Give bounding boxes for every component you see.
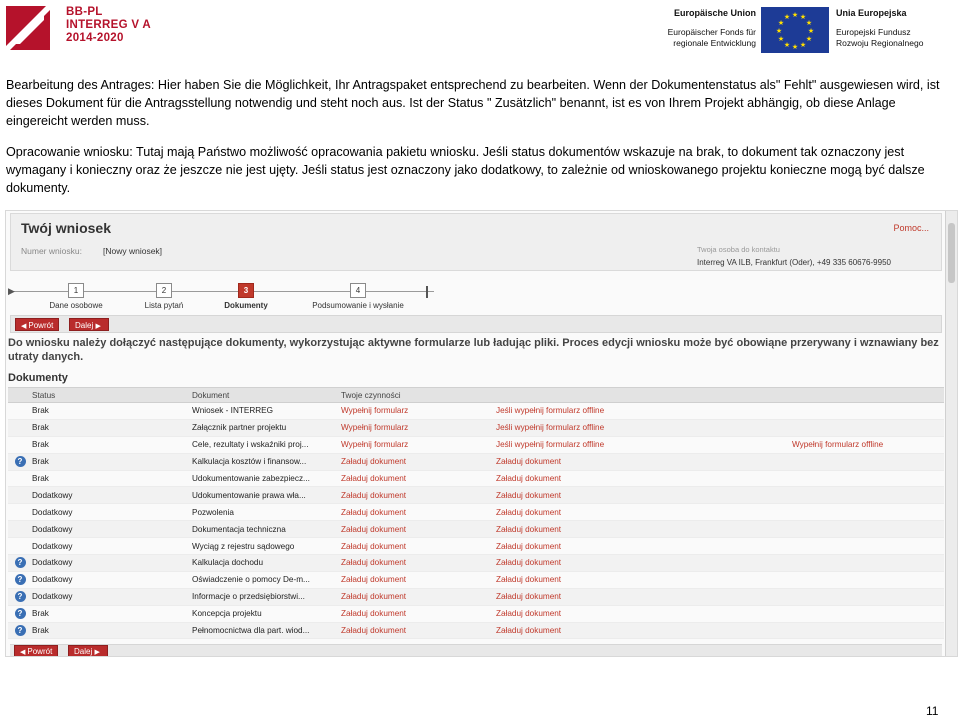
action-cell-2-text[interactable]: Załaduj dokument: [496, 575, 562, 585]
help-question-icon[interactable]: ?: [15, 557, 26, 568]
svg-text:★: ★: [799, 41, 807, 49]
help-question-icon[interactable]: ?: [15, 591, 26, 602]
help-question-icon[interactable]: ?: [15, 608, 26, 619]
action-cell-3: [792, 571, 944, 588]
wizard-step-3[interactable]: [216, 283, 276, 310]
program-name: [66, 6, 151, 45]
action-cell-2: [496, 470, 792, 487]
action-cell-2-text[interactable]: Jeśli wypełnij formularz offline: [496, 423, 605, 433]
action-cell-2-text[interactable]: Załaduj dokument: [496, 541, 562, 551]
document-cell: [192, 403, 341, 420]
back-button[interactable]: [15, 318, 59, 331]
action-cell-3: [792, 605, 944, 622]
action-cell: [341, 588, 496, 605]
action-cell-text[interactable]: Wypełnij formularz: [341, 423, 409, 433]
action-cell-2-text[interactable]: Załaduj dokument: [496, 609, 562, 619]
back-button-bottom-label: Powrót: [27, 647, 53, 656]
status-cell-text: Dodatkowy: [32, 575, 73, 585]
action-cell-2-text[interactable]: Załaduj dokument: [496, 507, 562, 517]
eu-pl-title: Unia Europejska: [836, 8, 907, 18]
action-cell: [341, 521, 496, 538]
svg-text:★: ★: [791, 43, 799, 51]
help-cell: [8, 622, 32, 639]
document-cell-text: Udokumentowanie prawa wła...: [192, 490, 306, 500]
table-row: [8, 605, 944, 622]
help-cell: [8, 436, 32, 453]
action-cell: [341, 453, 496, 470]
status-cell: [32, 453, 192, 470]
status-cell: [32, 555, 192, 572]
help-question-icon[interactable]: ?: [15, 456, 26, 467]
help-question-icon[interactable]: ?: [15, 574, 26, 585]
action-cell-text[interactable]: Załaduj dokument: [341, 558, 407, 568]
action-cell-2-text[interactable]: Załaduj dokument: [496, 457, 562, 467]
steps-end-marker: [426, 286, 428, 298]
table-row: [8, 419, 944, 436]
action-cell-2-text[interactable]: Załaduj dokument: [496, 490, 562, 500]
action-cell-2-text[interactable]: Załaduj dokument: [496, 592, 562, 602]
action-cell-2-text[interactable]: Załaduj dokument: [496, 474, 562, 483]
wizard-step-number: 4: [350, 283, 366, 298]
wizard-step-number: 3: [238, 283, 254, 298]
document-cell: [192, 419, 341, 436]
status-cell: [32, 470, 192, 487]
status-cell: [32, 419, 192, 436]
status-cell: [32, 622, 192, 639]
table-row: [8, 453, 944, 470]
document-cell-text: Pełnomocnictwa dla part. wiod...: [192, 626, 310, 636]
status-cell: [32, 571, 192, 588]
svg-text:★: ★: [783, 41, 791, 49]
document-cell-text: Załącznik partner projektu: [192, 423, 287, 433]
action-cell-3: [792, 453, 944, 470]
action-cell-2: [496, 588, 792, 605]
status-cell-text: Dodatkowy: [32, 507, 73, 517]
action-cell-text[interactable]: Wypełnij formularz: [341, 440, 409, 450]
action-cell-2-text[interactable]: Załaduj dokument: [496, 524, 562, 534]
action-cell-3: [792, 555, 944, 572]
document-cell: [192, 622, 341, 639]
document-cell-text: Oświadczenie o pomocy De-m...: [192, 575, 310, 585]
action-cell-text[interactable]: Załaduj dokument: [341, 457, 407, 467]
table-row: [8, 588, 944, 605]
help-cell: [8, 419, 32, 436]
back-arrow-icon: ◀: [20, 649, 26, 656]
document-cell: [192, 521, 341, 538]
action-cell-text[interactable]: Załaduj dokument: [341, 524, 407, 534]
action-cell-3: [792, 419, 944, 436]
document-cell-text: Kalkulacja dochodu: [192, 558, 264, 568]
action-cell-2-text[interactable]: Załaduj dokument: [496, 558, 562, 568]
column-actions: Twoje czynności: [341, 388, 496, 403]
documents-section-title: Dokumenty: [8, 372, 68, 384]
action-cell: [341, 555, 496, 572]
back-arrow-icon: ◀: [21, 323, 27, 330]
next-arrow-icon: ▶: [94, 649, 100, 656]
status-cell: [32, 538, 192, 555]
program-line3: 2014-2020: [66, 32, 124, 44]
action-cell-2: [496, 571, 792, 588]
document-cell: [192, 453, 341, 470]
action-cell-2-text[interactable]: Jeśli wypełnij formularz offline: [496, 440, 605, 450]
table-row: [8, 436, 944, 453]
action-cell-3: [792, 403, 944, 420]
status-cell: [32, 487, 192, 504]
help-cell: [8, 504, 32, 521]
action-cell-3: [792, 436, 944, 453]
help-cell: [8, 588, 32, 605]
action-cell-text[interactable]: Załaduj dokument: [341, 626, 407, 636]
action-cell-2: [496, 538, 792, 555]
page-header: [0, 0, 960, 60]
page-title: Twój wniosek: [21, 220, 111, 236]
action-cell-2: [496, 453, 792, 470]
document-cell-text: Informacje o przedsiębiorstwi...: [192, 592, 305, 602]
contact-label: Twoja osoba do kontaktu: [697, 245, 780, 254]
scrollbar-thumb[interactable]: [948, 223, 955, 283]
application-screenshot: [5, 210, 958, 657]
document-cell: [192, 571, 341, 588]
svg-text:★: ★: [805, 35, 813, 43]
application-view: [6, 211, 946, 656]
bottom-navigation-bar: [10, 644, 942, 657]
documents-table: [8, 387, 944, 639]
help-cell: [8, 521, 32, 538]
document-cell-text: Koncepcja projektu: [192, 609, 262, 619]
table-row: [8, 538, 944, 555]
wizard-step-1[interactable]: [36, 283, 116, 310]
help-column-header: [8, 388, 32, 403]
interreg-logo-icon: [6, 6, 50, 50]
action-cell: [341, 419, 496, 436]
status-cell-text: Dodatkowy: [32, 524, 73, 534]
action-cell-2: [496, 605, 792, 622]
table-row: [8, 521, 944, 538]
application-number-value: [Nowy wniosek]: [103, 246, 163, 256]
back-button-bottom[interactable]: [14, 645, 58, 657]
action-cell-3: [792, 538, 944, 555]
document-cell: [192, 555, 341, 572]
table-row: [8, 487, 944, 504]
paragraph-pl: Opracowanie wniosku: Tutaj mają Państwo możliwość opracowania pakietu wniosku. Jeśli status dokumentów wskazuje na brak, to dokument tak oznaczony jest wymagany i konieczny oraz że jeszcze nie jest ujęty. Jeśli status jest oznaczony jako dodatkowy, to zależnie od wnioskowanego projektu konieczne mogą być dalsze dokumenty.: [6, 145, 925, 195]
wizard-steps: [6, 279, 946, 313]
eu-pl-line2: Rozwoju Regionalnego: [836, 38, 924, 48]
help-cell: [8, 453, 32, 470]
wizard-step-label: Lista pytań: [144, 301, 184, 310]
program-line1: BB-PL: [66, 6, 103, 18]
svg-text:★: ★: [777, 35, 785, 43]
application-title-bar: [10, 213, 942, 271]
action-cell-3: [792, 622, 944, 639]
status-cell-text: Dodatkowy: [32, 558, 73, 568]
action-cell: [341, 538, 496, 555]
action-cell-2: [496, 622, 792, 639]
help-link[interactable]: Pomoc...: [893, 223, 929, 233]
wizard-step-2[interactable]: [134, 283, 194, 310]
action-cell-2: [496, 521, 792, 538]
next-arrow-icon: ▶: [95, 323, 101, 330]
svg-text:★: ★: [775, 27, 783, 35]
vertical-scrollbar[interactable]: [945, 211, 957, 656]
action-cell: [341, 487, 496, 504]
next-button-bottom[interactable]: [68, 645, 108, 657]
status-cell-text: Brak: [32, 440, 49, 450]
document-cell: [192, 470, 341, 487]
document-cell-text: Cele, rezultaty i wskaźniki proj...: [192, 440, 309, 450]
status-cell-text: Brak: [32, 457, 49, 467]
action-cell: [341, 403, 496, 420]
status-cell: [32, 521, 192, 538]
help-cell: [8, 538, 32, 555]
action-cell-text[interactable]: Załaduj dokument: [341, 575, 407, 585]
column-actions-3: [792, 388, 944, 403]
action-cell: [341, 470, 496, 487]
table-header-row: [8, 388, 944, 403]
svg-text:★: ★: [805, 19, 813, 27]
help-cell: [8, 487, 32, 504]
table-row: [8, 555, 944, 572]
table-row: [8, 622, 944, 639]
column-document: Dokument: [192, 388, 341, 403]
application-number-label: Numer wniosku:: [21, 246, 82, 256]
action-cell-2: [496, 436, 792, 453]
action-cell-3: [792, 470, 944, 487]
action-cell-3-text[interactable]: Wypełnij formularz offline: [792, 440, 884, 450]
svg-text:★: ★: [777, 19, 785, 27]
status-cell-text: Dodatkowy: [32, 541, 73, 551]
help-cell: [8, 403, 32, 420]
table-row: [8, 571, 944, 588]
status-cell: [32, 588, 192, 605]
table-row: [8, 470, 944, 487]
wizard-step-label: Podsumowanie i wysłanie: [312, 301, 404, 310]
document-cell: [192, 504, 341, 521]
action-cell-3: [792, 504, 944, 521]
status-cell-text: Brak: [32, 423, 49, 433]
action-cell-3: [792, 521, 944, 538]
svg-text:★: ★: [783, 13, 791, 21]
instruction-notice: Do wniosku należy dołączyć następujące dokumenty, wykorzystując aktywne formularze lub ładując pliki. Proces edycji wniosku może być obowiąne przerywany i wznawiany bez utraty danych.: [8, 337, 939, 363]
column-actions-2: [496, 388, 792, 403]
steps-start-arrow-icon: ▶: [8, 286, 15, 296]
status-cell: [32, 504, 192, 521]
eu-pl-line1: Europejski Fundusz: [836, 27, 911, 37]
eu-label-de: [600, 8, 756, 49]
action-cell-2: [496, 403, 792, 420]
wizard-step-label: Dane osobowe: [49, 301, 103, 310]
top-navigation-bar: [10, 315, 942, 333]
document-cell-text: Dokumentacja techniczna: [192, 524, 286, 534]
wizard-step-number: 2: [156, 283, 172, 298]
document-cell-text: Udokumentowanie zabezpiecz...: [192, 474, 310, 483]
eu-de-line2: regionale Entwicklung: [673, 38, 756, 48]
wizard-step-label: Dokumenty: [224, 301, 268, 310]
paragraph-de: Bearbeitung des Antrages: Hier haben Sie die Möglichkeit, Ihr Antragspaket entsprechend zu bearbeiten. Wenn der Dokumentenstatus als" Fehlt" ausgewiesen wird, ist dieses Dokument für die Antragsstellung notwendig und steht noch aus. Ist der Status " Zusätzlich" benannt, ist es von Ihrem Projekt abhängig, ob diese Anlage eingereicht werden muss.: [6, 78, 940, 128]
contact-value: Interreg VA ILB, Frankfurt (Oder), +49 335 60676-9950: [697, 258, 891, 267]
document-cell: [192, 605, 341, 622]
page-number: 11: [926, 704, 939, 718]
document-cell: [192, 588, 341, 605]
wizard-step-number: 1: [68, 283, 84, 298]
help-cell: [8, 605, 32, 622]
action-cell-2: [496, 419, 792, 436]
next-button[interactable]: [69, 318, 109, 331]
document-cell-text: Wyciąg z rejestru sądowego: [192, 541, 295, 551]
wizard-step-4[interactable]: [298, 283, 418, 310]
svg-text:★: ★: [799, 13, 807, 21]
next-button-bottom-label: Dalej: [74, 647, 93, 656]
action-cell-text[interactable]: Załaduj dokument: [341, 609, 407, 619]
eu-flag-icon: [761, 7, 829, 53]
action-cell-2: [496, 487, 792, 504]
status-cell: [32, 436, 192, 453]
action-cell-2: [496, 504, 792, 521]
back-button-label: Powrót: [28, 321, 54, 330]
status-cell-text: Dodatkowy: [32, 490, 73, 500]
document-cell: [192, 487, 341, 504]
action-cell: [341, 571, 496, 588]
action-cell-text[interactable]: Załaduj dokument: [341, 507, 407, 517]
help-cell: [8, 571, 32, 588]
status-cell-text: Brak: [32, 406, 49, 416]
help-cell: [8, 555, 32, 572]
action-cell-2-text[interactable]: Jeśli wypełnij formularz offline: [496, 406, 605, 416]
action-cell-3: [792, 588, 944, 605]
action-cell-2-text[interactable]: Załaduj dokument: [496, 626, 562, 636]
table-row: [8, 504, 944, 521]
action-cell-2: [496, 555, 792, 572]
status-cell: [32, 403, 192, 420]
status-cell-text: Brak: [32, 626, 49, 636]
next-button-label: Dalej: [75, 321, 94, 330]
program-line2: INTERREG V A: [66, 19, 151, 31]
svg-text:★: ★: [807, 27, 815, 35]
help-cell: [8, 470, 32, 487]
svg-text:★: ★: [791, 11, 799, 19]
help-question-icon[interactable]: ?: [15, 625, 26, 636]
document-cell: [192, 538, 341, 555]
action-cell-text[interactable]: Wypełnij formularz: [341, 406, 409, 416]
document-cell-text: Pozwolenia: [192, 507, 234, 517]
eu-label-pl: [836, 8, 956, 49]
document-cell: [192, 436, 341, 453]
status-cell-text: Brak: [32, 609, 49, 619]
document-cell-text: Kalkulacja kosztów i finansow...: [192, 457, 307, 467]
eu-de-line1: Europäischer Fonds für: [667, 27, 756, 37]
eu-de-title: Europäische Union: [673, 8, 756, 18]
action-cell-text[interactable]: Załaduj dokument: [341, 474, 407, 483]
action-cell: [341, 504, 496, 521]
status-cell-text: Brak: [32, 474, 49, 483]
status-cell-text: Dodatkowy: [32, 592, 73, 602]
action-cell: [341, 605, 496, 622]
status-cell: [32, 605, 192, 622]
column-status: Status: [32, 388, 192, 403]
document-cell-text: Wniosek - INTERREG: [192, 406, 273, 416]
action-cell: [341, 436, 496, 453]
action-cell: [341, 622, 496, 639]
action-cell-text[interactable]: Załaduj dokument: [341, 541, 407, 551]
action-cell-3: [792, 487, 944, 504]
action-cell-text[interactable]: Załaduj dokument: [341, 592, 407, 602]
action-cell-text[interactable]: Załaduj dokument: [341, 490, 407, 500]
table-row: [8, 403, 944, 420]
